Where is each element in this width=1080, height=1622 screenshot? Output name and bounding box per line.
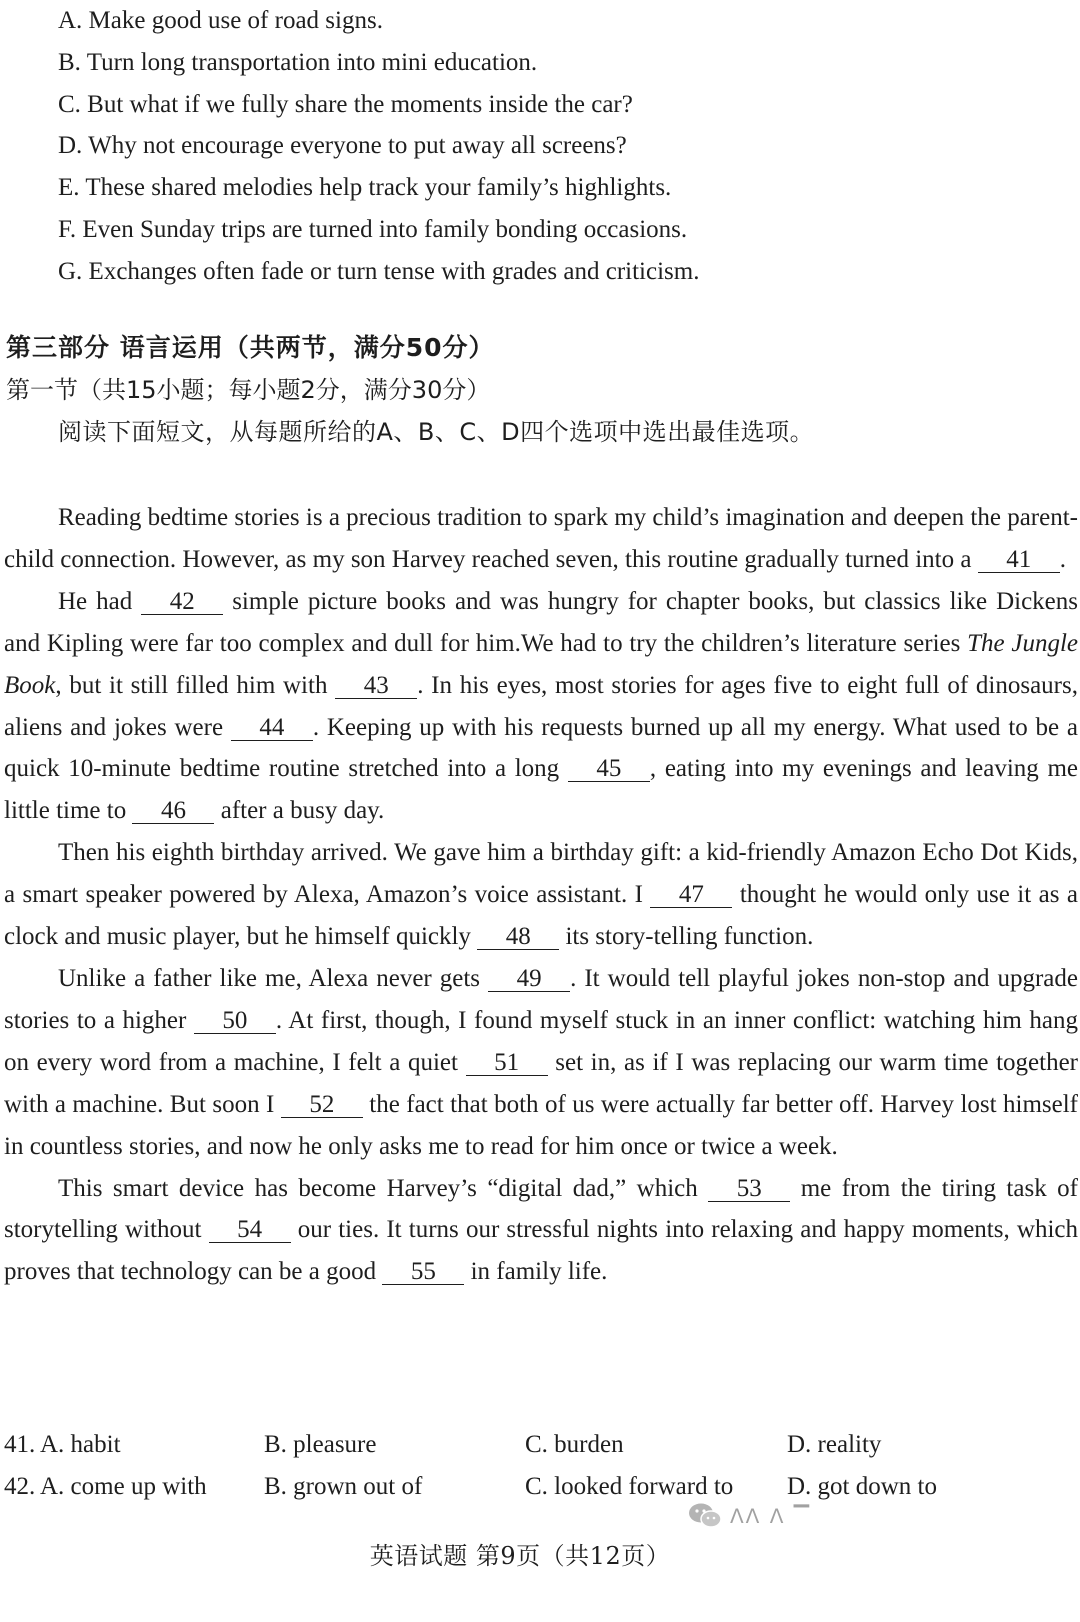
paragraph-3 [4,832,1078,958]
blank-47[interactable]: 47 [650,883,732,908]
choice-b[interactable]: B. pleasure [264,1431,377,1458]
option-g: G. Exchanges often fade or turn tense with grades and criticism. [58,257,700,285]
blank-43[interactable]: 43 [335,674,417,699]
blank-54[interactable]: 54 [209,1218,291,1243]
watermark [688,1502,811,1530]
blank-44[interactable]: 44 [231,716,313,741]
choice-d[interactable]: D. reality [787,1431,882,1458]
passage-text: set in, as if I was replacing our warm time together with a machine. But soon I [4,1048,1078,1118]
book-title: The Jungle Book [4,629,1078,699]
passage-text: simple picture books and was hungry for chapter books, but classics like Dickens and Kipling were far too complex and dull for him.We had to try the children’s literature series [4,587,1079,657]
passage-text: . In his eyes, most stories for ages five to eight full of dinosaurs, aliens and jokes were [4,671,1078,741]
reading-options-list [58,0,699,293]
passage-text: . At first, though, I found myself stuck in an inner conflict: watching him hang on every word from a machine, I felt a quiet [4,1006,1078,1076]
option-c: C. But what if we fully share the moments inside the car? [58,90,633,118]
blank-49[interactable]: 49 [488,967,570,992]
passage-text: This smart device has become Harvey’s “digital dad,” which [58,1174,709,1202]
blank-51[interactable]: 51 [466,1051,548,1076]
passage-text: thought he would only use it as a clock and music player, but he himself quickly [4,881,1078,951]
passage-text: , eating into my evenings and leaving me little time to [4,755,1078,825]
question-number: 42. [4,1472,36,1500]
blank-52[interactable]: 52 [281,1093,363,1118]
paragraph-1 [4,497,1078,581]
passage-text: Then his eighth birthday arrived. We gave him a birthday gift: a kid-friendly Amazon Echo Dot Kids, a smart speaker powered by Alexa, Amazon’s voice assistant. I [4,839,1078,909]
passage-text: in family life. [464,1258,608,1286]
choice-a[interactable]: A. habit [40,1431,121,1458]
blank-55[interactable]: 55 [382,1260,464,1285]
choice-a[interactable]: A. come up with [40,1472,207,1500]
passage-text: . It would tell playful jokes non-stop and upgrade stories to a higher [4,964,1078,1034]
blank-50[interactable]: 50 [194,1009,276,1034]
blank-42[interactable]: 42 [141,590,223,615]
choice-d[interactable]: D. got down to [787,1472,937,1500]
blank-48[interactable]: 48 [477,925,559,950]
option-e: E. These shared melodies help track your family’s highlights. [58,174,672,202]
choice-c[interactable]: C. burden [525,1431,624,1458]
passage-text: the fact that both of us were actually far better off. Harvey lost himself in countless stories, and now he only asks me to read for him once or twice a week. [4,1090,1078,1160]
watermark-text: ᐱᐱ ᐱ ▔ [730,1504,812,1528]
page-footer: 英语试题 第9页（共12页） [369,1542,671,1570]
passage-text: me from the tiring task of storytelling without [4,1174,1078,1244]
wechat-icon [688,1502,722,1530]
choice-b[interactable]: B. grown out of [264,1472,423,1500]
cloze-passage [4,497,1078,1293]
part-title: 第三部分 语言运用（共两节，满分50分） [6,333,495,362]
choice-c[interactable]: C. looked forward to [525,1472,734,1500]
passage-text: Unlike a father like me, Alexa never gets [58,964,489,992]
option-a: A. Make good use of road signs. [58,7,383,34]
passage-text: . Keeping up with his requests burned up all my energy. What used to be a quick 10-minute bedtime routine stretched into a long [4,713,1078,783]
paragraph-2 [4,581,1078,832]
passage-text: . [1059,545,1066,573]
paragraph-4 [4,958,1078,1168]
passage-text: , but it still filled him with [55,671,336,699]
passage-text: our ties. It turns our stressful nights into relaxing and happy moments, which proves that technology can be a good [4,1216,1078,1286]
passage-text: Reading bedtime stories is a precious tradition to spark my child’s imagination and deepen the parent-child connection. However, as my son Harvey reached seven, this routine gradually turned into a [4,504,1078,573]
section-title: 第一节（共15小题；每小题2分，满分30分） [6,376,491,404]
blank-41[interactable]: 41 [978,548,1060,573]
blank-53[interactable]: 53 [708,1177,790,1202]
passage-text: its story-telling function. [559,923,814,951]
paragraph-5 [4,1168,1078,1294]
blank-45[interactable]: 45 [568,757,650,782]
option-f: F. Even Sunday trips are turned into family bonding occasions. [58,215,688,243]
instruction: 阅读下面短文，从每题所给的A、B、C、D四个选项中选出最佳选项。 [58,418,815,446]
option-b: B. Turn long transportation into mini education. [58,48,538,76]
passage-text: He had [58,587,142,615]
option-d: D. Why not encourage everyone to put away all screens? [58,132,627,160]
question-number: 41. [4,1431,36,1458]
blank-46[interactable]: 46 [132,799,214,824]
passage-text: after a busy day. [214,797,385,825]
